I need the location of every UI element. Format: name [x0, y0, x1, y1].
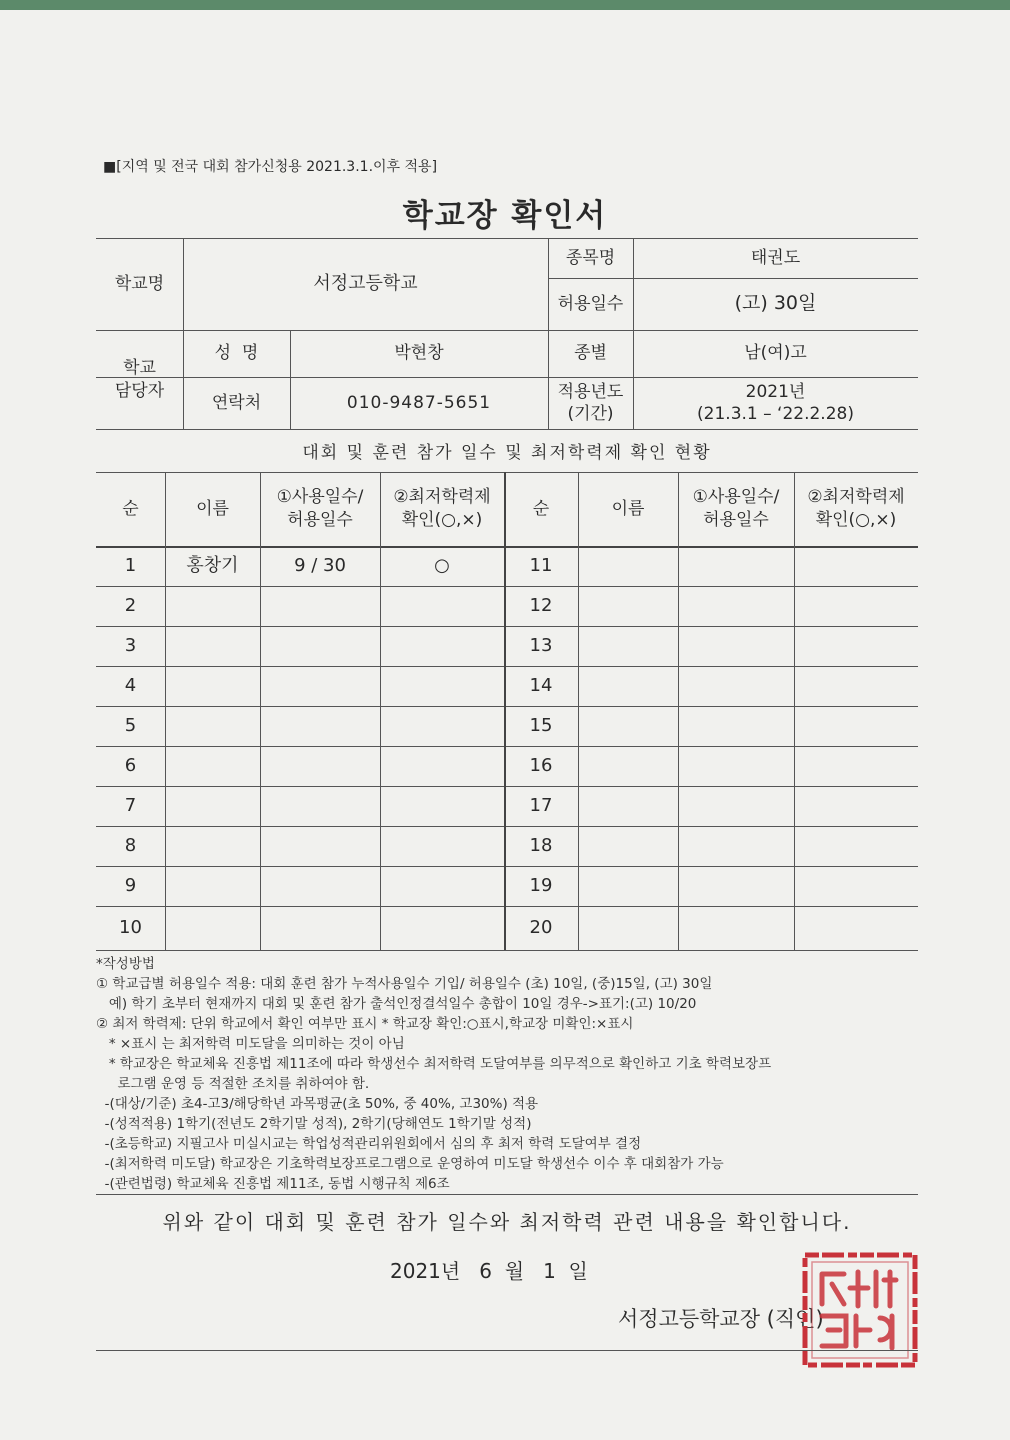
- cell-no: 16: [529, 754, 553, 776]
- gender-label: 종별: [574, 343, 607, 364]
- signature-text: 서정고등학교장 (직인): [618, 1307, 824, 1331]
- sport-value: 태권도: [750, 247, 801, 268]
- cell-days: [260, 626, 380, 666]
- cell-days: [260, 746, 380, 786]
- section-title: 대회 및 훈련 참가 일수 및 최저학력제 확인 현황: [302, 443, 712, 463]
- cell-name: [578, 786, 678, 826]
- cell-name: [165, 586, 260, 626]
- cell-days: [260, 906, 380, 950]
- cell-check: [794, 786, 918, 826]
- note-line: -(초등학교) 지필고사 미실시교는 학업성적관리위원회에서 심의 후 최저 학력 도달여부 결정: [96, 1136, 642, 1152]
- note-line: -(대상/기준) 초4-고3/해당학년 과목평균(초 50%, 중 40%, 고30%) 적용: [96, 1096, 539, 1112]
- cell-no: 8: [124, 834, 137, 856]
- cell-days: [260, 586, 380, 626]
- header-note: ■[지역 및 전국 대회 참가신청용 2021.3.1.이후 적용]: [103, 159, 438, 175]
- cell-no: 18: [529, 834, 553, 856]
- cell-no: 1: [124, 554, 137, 576]
- header-no: 순: [122, 498, 139, 519]
- gender-value: 남(여)고: [744, 343, 807, 364]
- cell-check: [794, 626, 918, 666]
- cell-days: [678, 706, 794, 746]
- date-text: 2021년 6 월 1 일: [390, 1259, 588, 1283]
- cell-days: [260, 786, 380, 826]
- cell-name: [165, 906, 260, 950]
- cell-name: [578, 546, 678, 586]
- cell-check: ○: [434, 554, 450, 576]
- contact-label: 연락처: [211, 392, 262, 413]
- cell-check: [380, 786, 504, 826]
- cell-name: [578, 866, 678, 906]
- cell-days: [260, 866, 380, 906]
- cell-name: [165, 866, 260, 906]
- cell-name: 홍창기: [186, 554, 239, 576]
- cell-name: [578, 586, 678, 626]
- note-line: ② 최저 학력제: 단위 학교에서 확인 여부만 표시 * 학교장 확인:○표시,학교장 미확인:×표시: [96, 1016, 634, 1032]
- cell-check: [380, 866, 504, 906]
- cell-name: [578, 906, 678, 950]
- header-used-days: ①사용일수/ 허용일수: [692, 487, 780, 530]
- cell-name: [578, 706, 678, 746]
- cell-no: 14: [529, 674, 553, 696]
- cell-name: [165, 786, 260, 826]
- cell-name: [165, 826, 260, 866]
- school-label: 학교명: [114, 273, 165, 294]
- cell-no: 4: [124, 674, 137, 696]
- cell-no: 13: [529, 634, 553, 656]
- document-title: 학교장 확인서: [402, 198, 608, 234]
- cell-no: 15: [529, 714, 553, 736]
- cell-check: [380, 626, 504, 666]
- cell-check: [794, 586, 918, 626]
- cell-name: [578, 826, 678, 866]
- document-sheet: [0, 10, 1010, 1440]
- cell-name: [165, 746, 260, 786]
- header-min-academic: ②최저학력제 확인(○,×): [807, 487, 905, 530]
- cell-name: [578, 666, 678, 706]
- note-line: -(최저학력 미도달) 학교장은 기초학력보장프로그램으로 운영하여 미도달 학생선수 이수 후 대회참가 가능: [96, 1156, 724, 1172]
- cell-days: [260, 826, 380, 866]
- note-line: ① 학교급별 허용일수 적용: 대회 훈련 참가 누적사용일수 기입/ 허용일수 (초) 10일, (중)15일, (고) 30일: [96, 976, 713, 992]
- cell-days: [678, 826, 794, 866]
- cell-check: [380, 906, 504, 950]
- header-no: 순: [532, 498, 550, 519]
- contact-value: 010-9487-5651: [346, 392, 492, 413]
- cell-check: [380, 666, 504, 706]
- cell-check: [794, 706, 918, 746]
- cell-no: 2: [124, 594, 137, 616]
- cell-check: [380, 586, 504, 626]
- cell-no: 9: [124, 874, 137, 896]
- cell-no: 11: [529, 554, 553, 576]
- name-value: 박현창: [394, 343, 444, 364]
- header-used-days: ①사용일수/ 허용일수: [276, 487, 364, 530]
- note-line: -(관련법령) 학교체육 진흥법 제11조, 동법 시행규칙 제6조: [96, 1176, 450, 1192]
- notes-heading: *작성방법: [96, 956, 155, 972]
- cell-check: [794, 906, 918, 950]
- allowed-days-label: 허용일수: [557, 293, 624, 314]
- cell-check: [380, 746, 504, 786]
- cell-name: [165, 626, 260, 666]
- note-line: 예) 학기 초부터 현재까지 대회 및 훈련 참가 출석인정결석일수 총합이 10일 경우->표기:(고) 10/20: [96, 996, 697, 1012]
- cell-name: [578, 626, 678, 666]
- cell-no: 19: [529, 874, 553, 896]
- cell-days: [678, 666, 794, 706]
- header-name: 이름: [611, 498, 645, 519]
- cell-days: [678, 546, 794, 586]
- cell-days: [678, 626, 794, 666]
- cell-check: [380, 706, 504, 746]
- cell-no: 12: [529, 594, 553, 616]
- cell-no: 7: [124, 794, 137, 816]
- cell-check: [380, 826, 504, 866]
- cell-days: 9 / 30: [294, 554, 346, 576]
- cell-name: [578, 746, 678, 786]
- cell-no: 17: [529, 794, 553, 816]
- cell-check: [794, 666, 918, 706]
- cell-check: [794, 746, 918, 786]
- note-line: * 학교장은 학교체육 진흥법 제11조에 따라 학생선수 최저학력 도달여부를 의무적으로 확인하고 기초 학력보장프: [96, 1056, 772, 1072]
- school-value: 서정고등학교: [313, 272, 418, 294]
- cell-no: 5: [124, 714, 137, 736]
- cell-days: [678, 906, 794, 950]
- cell-days: [678, 746, 794, 786]
- cell-days: [260, 706, 380, 746]
- confirmation-text: 위와 같이 대회 및 훈련 참가 일수와 최저학력 관련 내용을 확인합니다.: [162, 1210, 852, 1234]
- cell-no: 20: [529, 916, 553, 938]
- year-value: 2021년 (21.3.1 – ‘22.2.28): [697, 381, 854, 424]
- cell-no: 3: [124, 634, 137, 656]
- cell-name: [165, 666, 260, 706]
- cell-check: [794, 546, 918, 586]
- note-line: * ×표시 는 최저학력 미도달을 의미하는 것이 아님: [96, 1036, 405, 1052]
- allowed-days-value: (고) 30일: [734, 292, 817, 315]
- cell-no: 10: [119, 916, 142, 938]
- cell-days: [678, 586, 794, 626]
- cell-days: [678, 786, 794, 826]
- cell-check: [794, 866, 918, 906]
- official-seal: [800, 1250, 920, 1370]
- cell-no: 6: [124, 754, 137, 776]
- note-line: -(성적적용) 1학기(전년도 2학기말 성적), 2학기(당해연도 1학기말 성적): [96, 1116, 532, 1132]
- manager-label: 학교 담당자: [114, 357, 165, 401]
- cell-name: [165, 706, 260, 746]
- note-line: 로그램 운영 등 적절한 조치를 취하여야 함.: [96, 1076, 370, 1092]
- year-label: 적용년도 (기간): [557, 381, 624, 424]
- sport-label: 종목명: [565, 247, 616, 268]
- cell-days: [260, 666, 380, 706]
- header-name: 이름: [196, 498, 229, 519]
- cell-check: [794, 826, 918, 866]
- cell-days: [678, 866, 794, 906]
- header-min-academic: ②최저학력제 확인(○,×): [393, 487, 491, 530]
- name-label: 성 명: [214, 343, 259, 364]
